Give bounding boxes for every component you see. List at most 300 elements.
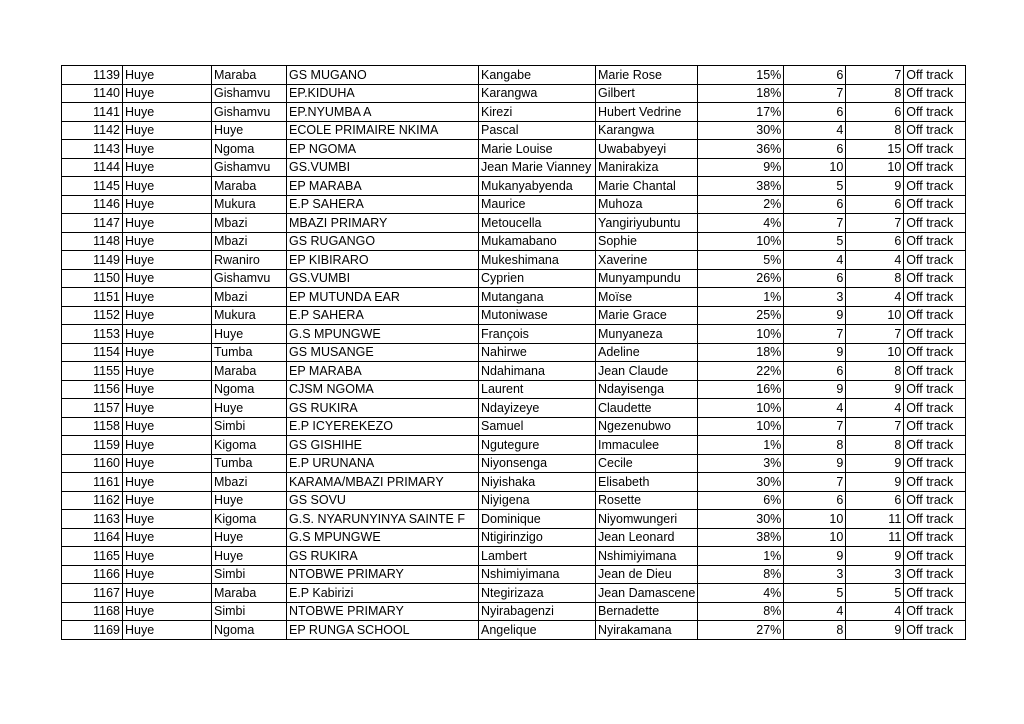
cell-name: Pascal [479, 121, 596, 140]
cell-other-name: Nyirakamana [596, 621, 698, 640]
table-row [62, 343, 966, 362]
cell-district: Huye [123, 528, 212, 547]
table-row [62, 66, 966, 85]
cell-row-number: 1168 [62, 602, 123, 621]
cell-sector: Mukura [212, 195, 287, 214]
cell-status: Off track [904, 84, 966, 103]
cell-sector: Mukura [212, 306, 287, 325]
cell-district: Huye [123, 103, 212, 122]
cell-row-number: 1144 [62, 158, 123, 177]
cell-value-b: 4 [846, 399, 904, 418]
cell-value-a: 4 [784, 121, 846, 140]
table-row [62, 436, 966, 455]
cell-district: Huye [123, 158, 212, 177]
cell-row-number: 1140 [62, 84, 123, 103]
cell-value-b: 9 [846, 621, 904, 640]
cell-sector: Ngoma [212, 380, 287, 399]
cell-other-name: Munyampundu [596, 269, 698, 288]
cell-value-b: 8 [846, 84, 904, 103]
cell-percent: 36% [698, 140, 784, 159]
cell-district: Huye [123, 565, 212, 584]
cell-value-b: 10 [846, 158, 904, 177]
cell-status: Off track [904, 306, 966, 325]
cell-value-a: 5 [784, 584, 846, 603]
cell-percent: 10% [698, 399, 784, 418]
cell-percent: 17% [698, 103, 784, 122]
cell-other-name: Muhoza [596, 195, 698, 214]
cell-school: ECOLE PRIMAIRE NKIMA [287, 121, 479, 140]
cell-row-number: 1145 [62, 177, 123, 196]
cell-percent: 6% [698, 491, 784, 510]
cell-school: GS RUKIRA [287, 399, 479, 418]
cell-row-number: 1153 [62, 325, 123, 344]
cell-status: Off track [904, 121, 966, 140]
cell-value-b: 9 [846, 473, 904, 492]
cell-row-number: 1151 [62, 288, 123, 307]
cell-percent: 22% [698, 362, 784, 381]
cell-value-a: 4 [784, 602, 846, 621]
table-row [62, 510, 966, 529]
cell-name: Mutoniwase [479, 306, 596, 325]
cell-other-name: Cecile [596, 454, 698, 473]
cell-school: EP MARABA [287, 177, 479, 196]
cell-district: Huye [123, 84, 212, 103]
cell-value-b: 8 [846, 121, 904, 140]
cell-value-b: 4 [846, 602, 904, 621]
cell-status: Off track [904, 140, 966, 159]
cell-district: Huye [123, 602, 212, 621]
cell-row-number: 1148 [62, 232, 123, 251]
cell-value-b: 9 [846, 454, 904, 473]
cell-district: Huye [123, 121, 212, 140]
cell-district: Huye [123, 177, 212, 196]
cell-value-a: 7 [784, 473, 846, 492]
cell-value-a: 6 [784, 269, 846, 288]
cell-school: GS RUGANGO [287, 232, 479, 251]
cell-status: Off track [904, 380, 966, 399]
cell-row-number: 1161 [62, 473, 123, 492]
table-row [62, 584, 966, 603]
cell-percent: 25% [698, 306, 784, 325]
table-row [62, 121, 966, 140]
cell-name: Mukeshimana [479, 251, 596, 270]
cell-value-a: 7 [784, 417, 846, 436]
cell-other-name: Jean Damascene [596, 584, 698, 603]
table-row [62, 602, 966, 621]
cell-value-a: 6 [784, 491, 846, 510]
table-row [62, 195, 966, 214]
cell-name: Mukamabano [479, 232, 596, 251]
cell-sector: Ngoma [212, 621, 287, 640]
cell-status: Off track [904, 565, 966, 584]
cell-percent: 4% [698, 584, 784, 603]
cell-value-a: 10 [784, 510, 846, 529]
cell-status: Off track [904, 343, 966, 362]
table-row [62, 380, 966, 399]
cell-name: Dominique [479, 510, 596, 529]
table-row [62, 565, 966, 584]
cell-name: Nyirabagenzi [479, 602, 596, 621]
cell-other-name: Adeline [596, 343, 698, 362]
cell-row-number: 1166 [62, 565, 123, 584]
cell-district: Huye [123, 417, 212, 436]
cell-value-a: 3 [784, 288, 846, 307]
cell-row-number: 1160 [62, 454, 123, 473]
cell-value-a: 6 [784, 362, 846, 381]
cell-percent: 8% [698, 565, 784, 584]
table-row [62, 621, 966, 640]
cell-district: Huye [123, 306, 212, 325]
cell-status: Off track [904, 362, 966, 381]
cell-value-a: 9 [784, 454, 846, 473]
cell-value-a: 6 [784, 66, 846, 85]
cell-name: Ndahimana [479, 362, 596, 381]
cell-district: Huye [123, 584, 212, 603]
cell-row-number: 1146 [62, 195, 123, 214]
table-row [62, 214, 966, 233]
cell-sector: Gishamvu [212, 103, 287, 122]
cell-percent: 15% [698, 66, 784, 85]
cell-other-name: Immaculee [596, 436, 698, 455]
cell-percent: 38% [698, 177, 784, 196]
cell-status: Off track [904, 547, 966, 566]
cell-district: Huye [123, 380, 212, 399]
table-row [62, 547, 966, 566]
cell-status: Off track [904, 66, 966, 85]
cell-value-b: 9 [846, 177, 904, 196]
cell-value-a: 5 [784, 232, 846, 251]
cell-district: Huye [123, 343, 212, 362]
cell-sector: Huye [212, 325, 287, 344]
table-row [62, 491, 966, 510]
cell-school: E.P URUNANA [287, 454, 479, 473]
cell-status: Off track [904, 436, 966, 455]
cell-name: Nshimiyimana [479, 565, 596, 584]
cell-value-a: 7 [784, 84, 846, 103]
cell-other-name: Jean de Dieu [596, 565, 698, 584]
cell-value-a: 5 [784, 177, 846, 196]
table-row [62, 454, 966, 473]
table-row [62, 103, 966, 122]
cell-value-a: 10 [784, 158, 846, 177]
cell-percent: 1% [698, 547, 784, 566]
cell-other-name: Ngezenubwo [596, 417, 698, 436]
cell-school: EP.NYUMBA A [287, 103, 479, 122]
cell-status: Off track [904, 584, 966, 603]
cell-school: G.S MPUNGWE [287, 325, 479, 344]
table-row [62, 306, 966, 325]
cell-name: Lambert [479, 547, 596, 566]
cell-sector: Maraba [212, 584, 287, 603]
cell-school: G.S. NYARUNYINYA SAINTE F [287, 510, 479, 529]
cell-name: Ntigirinzigo [479, 528, 596, 547]
cell-school: GS GISHIHE [287, 436, 479, 455]
cell-status: Off track [904, 195, 966, 214]
cell-value-a: 3 [784, 565, 846, 584]
cell-school: NTOBWE PRIMARY [287, 602, 479, 621]
cell-percent: 10% [698, 325, 784, 344]
cell-row-number: 1169 [62, 621, 123, 640]
cell-value-a: 4 [784, 399, 846, 418]
cell-other-name: Xaverine [596, 251, 698, 270]
cell-status: Off track [904, 528, 966, 547]
cell-school: CJSM NGOMA [287, 380, 479, 399]
cell-school: E.P SAHERA [287, 306, 479, 325]
cell-percent: 5% [698, 251, 784, 270]
cell-name: Mukanyabyenda [479, 177, 596, 196]
cell-district: Huye [123, 621, 212, 640]
cell-sector: Gishamvu [212, 84, 287, 103]
cell-value-b: 6 [846, 103, 904, 122]
cell-percent: 9% [698, 158, 784, 177]
cell-value-b: 7 [846, 417, 904, 436]
cell-district: Huye [123, 436, 212, 455]
cell-name: François [479, 325, 596, 344]
cell-percent: 26% [698, 269, 784, 288]
cell-district: Huye [123, 66, 212, 85]
cell-value-a: 6 [784, 140, 846, 159]
records-table [61, 65, 966, 640]
table-row [62, 417, 966, 436]
cell-value-a: 9 [784, 343, 846, 362]
cell-district: Huye [123, 399, 212, 418]
cell-name: Ngutegure [479, 436, 596, 455]
cell-other-name: Nshimiyimana [596, 547, 698, 566]
cell-sector: Maraba [212, 362, 287, 381]
cell-value-a: 8 [784, 621, 846, 640]
cell-row-number: 1143 [62, 140, 123, 159]
table-row [62, 288, 966, 307]
cell-other-name: Ndayisenga [596, 380, 698, 399]
cell-value-b: 8 [846, 436, 904, 455]
cell-district: Huye [123, 325, 212, 344]
table-row [62, 325, 966, 344]
cell-value-b: 9 [846, 380, 904, 399]
cell-status: Off track [904, 103, 966, 122]
cell-status: Off track [904, 621, 966, 640]
cell-name: Nahirwe [479, 343, 596, 362]
cell-row-number: 1139 [62, 66, 123, 85]
cell-percent: 38% [698, 528, 784, 547]
cell-school: MBAZI PRIMARY [287, 214, 479, 233]
cell-district: Huye [123, 251, 212, 270]
cell-row-number: 1159 [62, 436, 123, 455]
cell-name: Jean Marie Vianney [479, 158, 596, 177]
cell-percent: 30% [698, 473, 784, 492]
cell-district: Huye [123, 269, 212, 288]
cell-sector: Huye [212, 528, 287, 547]
table-row [62, 399, 966, 418]
cell-district: Huye [123, 473, 212, 492]
cell-status: Off track [904, 288, 966, 307]
cell-other-name: Uwababyeyi [596, 140, 698, 159]
cell-name: Niyonsenga [479, 454, 596, 473]
cell-row-number: 1165 [62, 547, 123, 566]
cell-value-a: 7 [784, 325, 846, 344]
cell-other-name: Sophie [596, 232, 698, 251]
cell-percent: 8% [698, 602, 784, 621]
cell-value-a: 8 [784, 436, 846, 455]
cell-value-b: 5 [846, 584, 904, 603]
records-table-body [62, 66, 966, 640]
cell-name: Samuel [479, 417, 596, 436]
cell-name: Niyishaka [479, 473, 596, 492]
cell-value-a: 6 [784, 103, 846, 122]
cell-status: Off track [904, 602, 966, 621]
cell-status: Off track [904, 214, 966, 233]
cell-row-number: 1162 [62, 491, 123, 510]
cell-district: Huye [123, 195, 212, 214]
cell-sector: Gishamvu [212, 158, 287, 177]
cell-name: Karangwa [479, 84, 596, 103]
cell-row-number: 1164 [62, 528, 123, 547]
cell-name: Marie Louise [479, 140, 596, 159]
cell-percent: 2% [698, 195, 784, 214]
table-row [62, 251, 966, 270]
cell-school: G.S MPUNGWE [287, 528, 479, 547]
cell-district: Huye [123, 232, 212, 251]
cell-row-number: 1150 [62, 269, 123, 288]
cell-percent: 30% [698, 510, 784, 529]
cell-other-name: Karangwa [596, 121, 698, 140]
cell-name: Ntegirizaza [479, 584, 596, 603]
cell-sector: Tumba [212, 343, 287, 362]
cell-sector: Huye [212, 491, 287, 510]
cell-value-a: 9 [784, 547, 846, 566]
cell-status: Off track [904, 473, 966, 492]
cell-school: GS MUGANO [287, 66, 479, 85]
cell-school: GS MUSANGE [287, 343, 479, 362]
cell-row-number: 1156 [62, 380, 123, 399]
cell-percent: 18% [698, 84, 784, 103]
table-row [62, 177, 966, 196]
cell-sector: Kigoma [212, 436, 287, 455]
cell-name: Kirezi [479, 103, 596, 122]
cell-sector: Simbi [212, 417, 287, 436]
cell-percent: 18% [698, 343, 784, 362]
table-row [62, 84, 966, 103]
cell-name: Maurice [479, 195, 596, 214]
cell-value-b: 10 [846, 343, 904, 362]
cell-name: Cyprien [479, 269, 596, 288]
cell-row-number: 1155 [62, 362, 123, 381]
cell-sector: Simbi [212, 565, 287, 584]
cell-other-name: Marie Chantal [596, 177, 698, 196]
cell-name: Ndayizeye [479, 399, 596, 418]
cell-value-b: 8 [846, 362, 904, 381]
cell-district: Huye [123, 547, 212, 566]
cell-value-b: 7 [846, 325, 904, 344]
cell-sector: Mbazi [212, 288, 287, 307]
cell-row-number: 1157 [62, 399, 123, 418]
cell-row-number: 1163 [62, 510, 123, 529]
cell-other-name: Manirakiza [596, 158, 698, 177]
cell-name: Laurent [479, 380, 596, 399]
cell-percent: 30% [698, 121, 784, 140]
cell-row-number: 1167 [62, 584, 123, 603]
cell-other-name: Jean Leonard [596, 528, 698, 547]
cell-school: EP KIBIRARO [287, 251, 479, 270]
cell-status: Off track [904, 325, 966, 344]
cell-status: Off track [904, 417, 966, 436]
cell-school: EP MUTUNDA EAR [287, 288, 479, 307]
cell-other-name: Claudette [596, 399, 698, 418]
cell-value-a: 4 [784, 251, 846, 270]
cell-percent: 4% [698, 214, 784, 233]
cell-school: EP MARABA [287, 362, 479, 381]
cell-status: Off track [904, 510, 966, 529]
cell-percent: 10% [698, 417, 784, 436]
cell-district: Huye [123, 288, 212, 307]
cell-status: Off track [904, 269, 966, 288]
cell-value-b: 6 [846, 491, 904, 510]
cell-sector: Huye [212, 547, 287, 566]
cell-value-b: 15 [846, 140, 904, 159]
cell-name: Metoucella [479, 214, 596, 233]
table-row [62, 362, 966, 381]
cell-status: Off track [904, 491, 966, 510]
cell-school: GS.VUMBI [287, 269, 479, 288]
cell-percent: 1% [698, 436, 784, 455]
cell-percent: 27% [698, 621, 784, 640]
cell-other-name: Hubert Vedrine [596, 103, 698, 122]
cell-school: EP RUNGA SCHOOL [287, 621, 479, 640]
cell-other-name: Yangiriyubuntu [596, 214, 698, 233]
cell-value-b: 11 [846, 510, 904, 529]
cell-name: Mutangana [479, 288, 596, 307]
cell-value-b: 9 [846, 547, 904, 566]
cell-status: Off track [904, 454, 966, 473]
cell-value-b: 4 [846, 251, 904, 270]
cell-school: EP.KIDUHA [287, 84, 479, 103]
cell-name: Niyigena [479, 491, 596, 510]
cell-other-name: Munyaneza [596, 325, 698, 344]
cell-school: KARAMA/MBAZI PRIMARY [287, 473, 479, 492]
cell-school: GS SOVU [287, 491, 479, 510]
cell-other-name: Elisabeth [596, 473, 698, 492]
cell-sector: Mbazi [212, 214, 287, 233]
cell-row-number: 1141 [62, 103, 123, 122]
cell-sector: Maraba [212, 66, 287, 85]
cell-name: Angelique [479, 621, 596, 640]
cell-other-name: Marie Grace [596, 306, 698, 325]
cell-percent: 16% [698, 380, 784, 399]
cell-other-name: Bernadette [596, 602, 698, 621]
cell-value-b: 6 [846, 232, 904, 251]
cell-row-number: 1142 [62, 121, 123, 140]
cell-sector: Huye [212, 399, 287, 418]
cell-value-b: 3 [846, 565, 904, 584]
cell-school: GS.VUMBI [287, 158, 479, 177]
table-row [62, 473, 966, 492]
cell-value-b: 6 [846, 195, 904, 214]
cell-row-number: 1158 [62, 417, 123, 436]
cell-status: Off track [904, 158, 966, 177]
cell-row-number: 1152 [62, 306, 123, 325]
cell-row-number: 1147 [62, 214, 123, 233]
cell-value-a: 9 [784, 380, 846, 399]
cell-sector: Simbi [212, 602, 287, 621]
cell-value-a: 9 [784, 306, 846, 325]
cell-other-name: Moïse [596, 288, 698, 307]
cell-district: Huye [123, 214, 212, 233]
cell-school: NTOBWE PRIMARY [287, 565, 479, 584]
cell-status: Off track [904, 177, 966, 196]
cell-district: Huye [123, 362, 212, 381]
cell-sector: Rwaniro [212, 251, 287, 270]
cell-value-a: 6 [784, 195, 846, 214]
cell-other-name: Rosette [596, 491, 698, 510]
